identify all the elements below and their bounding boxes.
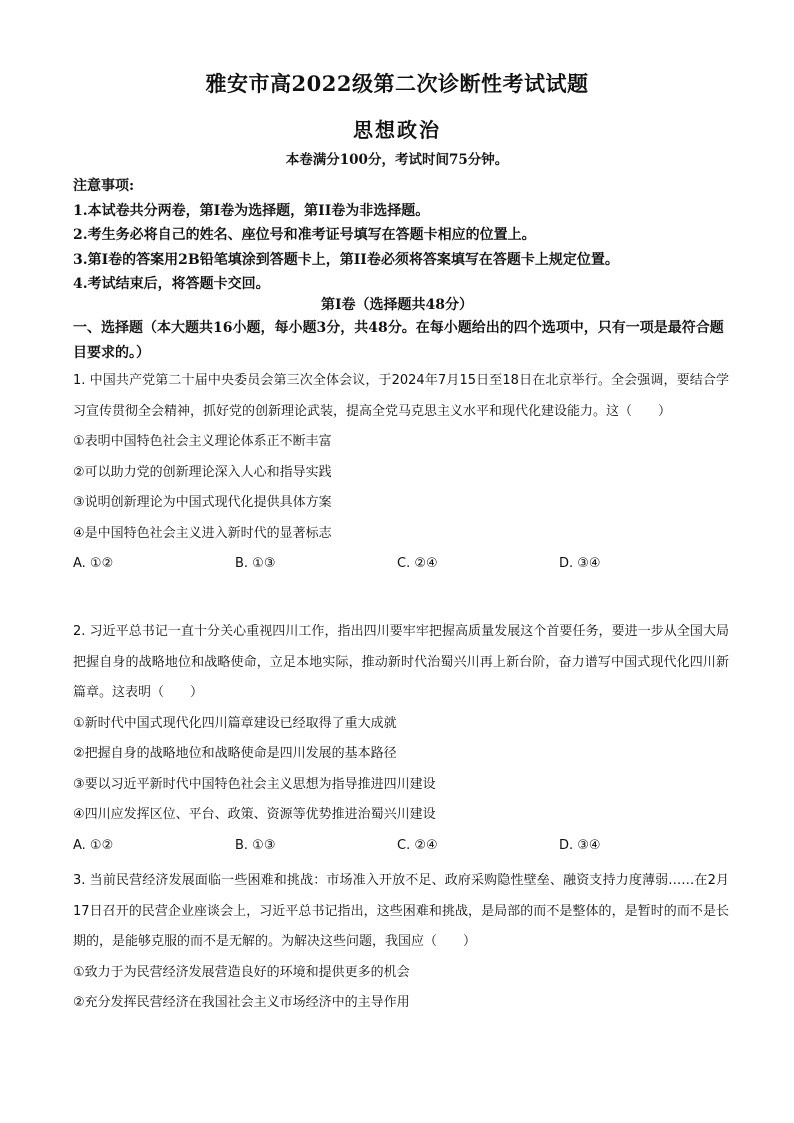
answer-choices — [73, 831, 729, 862]
note-item: 3.第I卷的答案用2B铅笔填涂到答题卡上，第II卷必须将答案填写在答题卡上规定位置。 — [73, 251, 619, 268]
question-2 — [73, 617, 729, 861]
notes-heading: 注意事项: — [73, 178, 135, 194]
choice-a: A. ①② — [73, 556, 114, 571]
statement-option: ②充分发挥民营经济在我国社会主义市场经济中的主导作用 — [73, 995, 410, 1010]
choice-d: D. ③④ — [559, 556, 601, 571]
choice-b: B. ①③ — [235, 556, 276, 571]
question-stem: 1. 中国共产党第二十届中央委员会第三次全体会议，于2024年7月15日至18日在北京举行。全会强调，要结合学习宣传贯彻全会精神，抓好党的创新理论武装，提高全党马克思主义水平和现代化建设能力。这（ ） — [73, 373, 729, 419]
statement-option: ④四川应发挥区位、平台、政策、资源等优势推进治蜀兴川建设 — [73, 807, 436, 822]
statement-option: ③要以习近平新时代中国特色社会主义思想为指导推进四川建设 — [73, 776, 436, 792]
question-3 — [73, 866, 729, 1019]
section-description: 一、选择题（本大题共16小题，每小题3分，共48分。在每小题给出的四个选项中，只有一项是最符合题目要求的。） — [73, 320, 724, 361]
question-stem: 2. 习近平总书记一直十分关心重视四川工作，指出四川要牢牢把握高质量发展这个首要任务，要进一步从全国大局把握自身的战略地位和战略使命，立足本地实际，推动新时代治蜀兴川再上新台阶，奋力谱写中国式现代化四川新篇章。这表明（ ） — [73, 624, 729, 700]
note-item: 1.本试卷共分两卷，第I卷为选择题，第II卷为非选择题。 — [73, 202, 430, 219]
question-stem: 3. 当前民营经济发展面临一些困难和挑战：市场准入开放不足、政府采购隐性壁垒、融资支持力度薄弱……在2月17日召开的民营企业座谈会上，习近平总书记指出，这些困难和挑战，是局部的而不是整体的，是暂时的而不是长期的，是能够克服的而不是无解的。为解决这些问题，我国应（ ） — [73, 873, 729, 949]
subject-title: 思想政治 — [353, 118, 441, 142]
choice-a: A. ①② — [73, 837, 114, 853]
score-info: 本卷满分100分，考试时间75分钟。 — [285, 152, 509, 168]
choice-d: D. ③④ — [559, 837, 601, 853]
statement-option: ②把握自身的战略地位和战略使命是四川发展的基本路径 — [73, 746, 397, 761]
choice-c: C. ②④ — [397, 837, 438, 853]
statement-option: ④是中国特色社会主义进入新时代的显著标志 — [73, 525, 332, 541]
choice-b: B. ①③ — [235, 837, 276, 853]
question-1 — [73, 366, 729, 580]
statement-option: ①致力于为民营经济发展营造良好的环境和提供更多的机会 — [73, 964, 410, 980]
section-title: 第I卷（选择题共48分） — [320, 297, 474, 313]
statement-option: ①表明中国特色社会主义理论体系正不断丰富 — [73, 434, 332, 449]
statement-option: ②可以助力党的创新理论深入人心和指导实践 — [73, 464, 332, 480]
notes-section — [73, 174, 729, 297]
note-item: 4.考试结束后，将答题卡交回。 — [73, 276, 270, 292]
statement-option: ①新时代中国式现代化四川篇章建设已经取得了重大成就 — [73, 715, 397, 731]
statement-option: ③说明创新理论为中国式现代化提供具体方案 — [73, 495, 332, 510]
exam-title: 雅安市高2022级第二次诊断性考试试题 — [205, 71, 589, 96]
choice-c: C. ②④ — [397, 556, 438, 571]
note-item: 2.考生务必将自己的姓名、座位号和准考证号填写在答题卡相应的位置上。 — [73, 227, 536, 243]
answer-choices — [73, 549, 729, 580]
